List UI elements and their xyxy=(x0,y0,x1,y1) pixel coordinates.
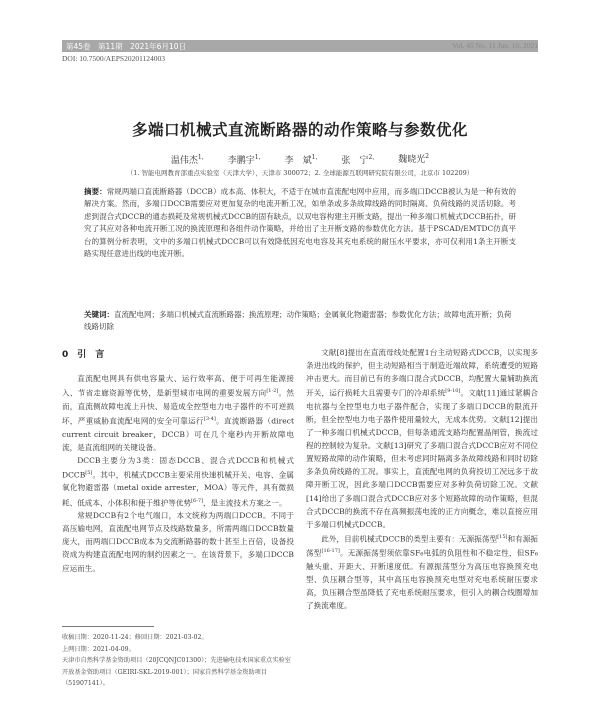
body-paragraph xyxy=(306,531,538,613)
keywords-text: 直流配电网；多端口机械式直流断路器；换流原理；动作策略；金属氧化物避雷器；参数优化方法；故障电流开断；负荷线路切除 xyxy=(84,310,512,332)
paragraph-text: 。文献[11]通过紧耦合电抗器与全控型电力电子器件配合，实现了多端口DCCB的限流开断，但全控型电力电子器件使用量较大，无成本优势。文献[12]提出了一种多端口机械式DCCB，但每条通流支路均配置晶闸管，换流过程的控制较为复杂。文献[13]研究了多端口混合式DCCB应对不同位置短路故障的动作策略，但未考虑同时隔离多条故障线路和同时切除多条负荷线路的工况。事实上，直流配电网的负荷投切工况远多于故障开断工况，因此多端口DCCB需要应对多种负荷切除工况。文献[14]给出了多端口混合式DCCB应对多个短路故障的动作策略，但混合式DCCB的换流不存在高频振荡电流的正方向概念，难以直接应用于多端口机械式DCCB。 xyxy=(306,388,539,529)
author-affil-mark: 2 xyxy=(425,153,430,160)
section-number: 0 xyxy=(62,350,69,360)
abstract xyxy=(84,186,516,260)
paragraph-text: 直流配电网具有供电容量大、运行效率高、便于可再生能源接入、节省走廊资源等优势，是新型城市电网的重要发展方向 xyxy=(62,374,294,398)
author-name xyxy=(171,152,208,166)
footnote-fund: 天津市自然科学基金资助项目（20JCQNJC01300）；先进输电技术国家重点实验室开放基金资助项目（GEIRI-SKL-2019-001）；国家自然科学基金资助项目（51907141）。 xyxy=(62,657,291,688)
author-text: 李鹏宇 xyxy=(227,156,255,166)
section-heading xyxy=(62,349,294,362)
author-list xyxy=(62,152,538,166)
author-affil-mark: 1， xyxy=(197,154,208,161)
abstract-label: 摘要： xyxy=(84,187,107,196)
footnote-online: 上网日期：2021-04-09。 xyxy=(62,645,135,653)
citation-mark: [16-17] xyxy=(321,548,340,555)
journal-issue-label: 第45卷 第11期 2021年6月10日 xyxy=(66,41,186,51)
paragraph-text: 。无源振荡型须依靠SF₆电弧的负阻性和不稳定性，但SF₆触头重、开距大、开断速度低。有源振荡型分为高压电容换预充电型、负压耦合型等，其中高压电容换预充电型对充电系统耐压要求高，负压耦合型虽降低了充电系统耐压要求，但引入的耦合线圈增加了换流难度。 xyxy=(306,549,539,611)
author-affil-mark: 2， xyxy=(368,154,379,161)
abstract-text: 常规两端口直流断路器（DCCB）成本高、体积大，不适于在城市直流配电网中应用，而多端口DCCB被认为是一种有效的解决方案。然而，多端口DCCB需要应对更加复杂的电流开断工况，如单条或多条故障线路的同时隔离、负荷线路的灵活切除。考虑到混合式DCCB的通态损耗及常规机械式DCCB的固有缺点，以双电容构建主开断支路，提出一种多端口机械式DCCB拓扑，研究了其应对各种电流开断工况的换流原理和各组件动作策略，并给出了主开断支路的参数优化方法。基于PSCAD/EMTDC仿真平台的算例分析表明，文中的多端口机械式DCCB可以有效降低因充电电容及其充电系统的耐压水平要求，亦可仅利用1条主开断支路实现任意进出线的电流开断。 xyxy=(84,187,516,259)
paragraph-text: 。然而，直流侧故障电流上升快、易造成全控型电力电子器件的不可逆损坏，严重威胁直流配电网的安全可靠运行 xyxy=(62,388,294,426)
paragraph-text: DCCB主要分为3类：固态DCCB、混合式DCCB和机械式DCCB xyxy=(62,455,294,480)
paragraph-text: 文献[8]提出在直流母线处配置1台主动短路式DCCB，以实现多条进出线的保护，但主动短路相当于制造近端故障，系统遭受的短路冲击更大。而目前已有的多端口混合式DCCB，均配置大量辅助换流开关，运行损耗大且需要专门的冷却系统 xyxy=(306,348,538,398)
author-text: 张 宁 xyxy=(341,156,369,166)
paragraph-text: 常规DCCB有2个电气端口，本文统称为两端口DCCB。不同于高压输电网，直流配电网节点及线路数量多，所需两端口DCCB数量庞大，而两端口DCCB成本为交流断路器的数十甚至上百倍，设备投资成为构建直流配电网的制约因素之一。在该背景下，多端口DCCB应运而生。 xyxy=(62,511,294,573)
section-title: 引 言 xyxy=(77,350,105,360)
citation-mark: [6-7] xyxy=(191,497,204,504)
body-paragraph xyxy=(62,454,294,509)
affiliation: （1. 智能电网教育部重点实验室（天津大学），天津市 300072；2. 全球能源互联网研究院有限公司，北京市 102209） xyxy=(126,169,474,177)
author-name xyxy=(341,152,378,166)
paragraph-text: ，是主流技术方案之一。 xyxy=(203,498,287,508)
paper-title: 多端口机械式直流断路器的动作策略与参数优化 xyxy=(131,121,468,139)
footnote-received: 收稿日期：2020-11-24；修回日期：2021-03-02。 xyxy=(62,634,208,641)
keywords-label: 关键词： xyxy=(84,310,114,319)
keywords xyxy=(84,309,516,334)
author-affil-mark: 1， xyxy=(311,154,322,161)
author-name xyxy=(398,152,429,166)
paragraph-text: 此外，目前机械式DCCB的类型主要有：无源振荡型 xyxy=(321,534,498,544)
author-text: 魏晓光 xyxy=(398,155,426,165)
citation-mark: [15] xyxy=(497,533,508,540)
citation-mark: [5] xyxy=(85,469,93,476)
author-name xyxy=(285,152,322,166)
journal-volume-label: Vol. 45 No. 11 Jun. 10, 2021 xyxy=(452,41,538,50)
author-affil-mark: 1， xyxy=(254,154,265,161)
citation-mark: [1-2] xyxy=(266,388,279,395)
body-paragraph xyxy=(306,346,538,531)
doi-label: DOI: 10.7500/AEPS20201124003 xyxy=(62,54,166,63)
body-paragraph xyxy=(62,509,294,574)
body-paragraph xyxy=(62,372,294,454)
right-column xyxy=(306,346,538,612)
footnote xyxy=(62,632,294,690)
left-column xyxy=(62,349,294,575)
author-name xyxy=(228,152,265,166)
footnote-divider xyxy=(62,626,154,627)
citation-mark: [9-10] xyxy=(445,388,461,395)
paragraph-text: 。直流断路器（direct current circuit breaker，DCCB）可在几个毫秒内开断故障电流，是直流组网的关键设备。 xyxy=(62,416,295,452)
author-text: 李 斌 xyxy=(284,156,312,166)
author-text: 温伟杰 xyxy=(170,156,198,166)
paragraph-text: 和有源振荡型 xyxy=(306,534,539,558)
paragraph-text: 。其中，机械式DCCB主要采用快速机械开关、电容、金属氧化物避雷器（metal oxide arrester，MOA）等元件，具有微损耗、低成本、小体积和便于维护等优势 xyxy=(62,470,294,508)
citation-mark: [3-4] xyxy=(203,415,216,422)
